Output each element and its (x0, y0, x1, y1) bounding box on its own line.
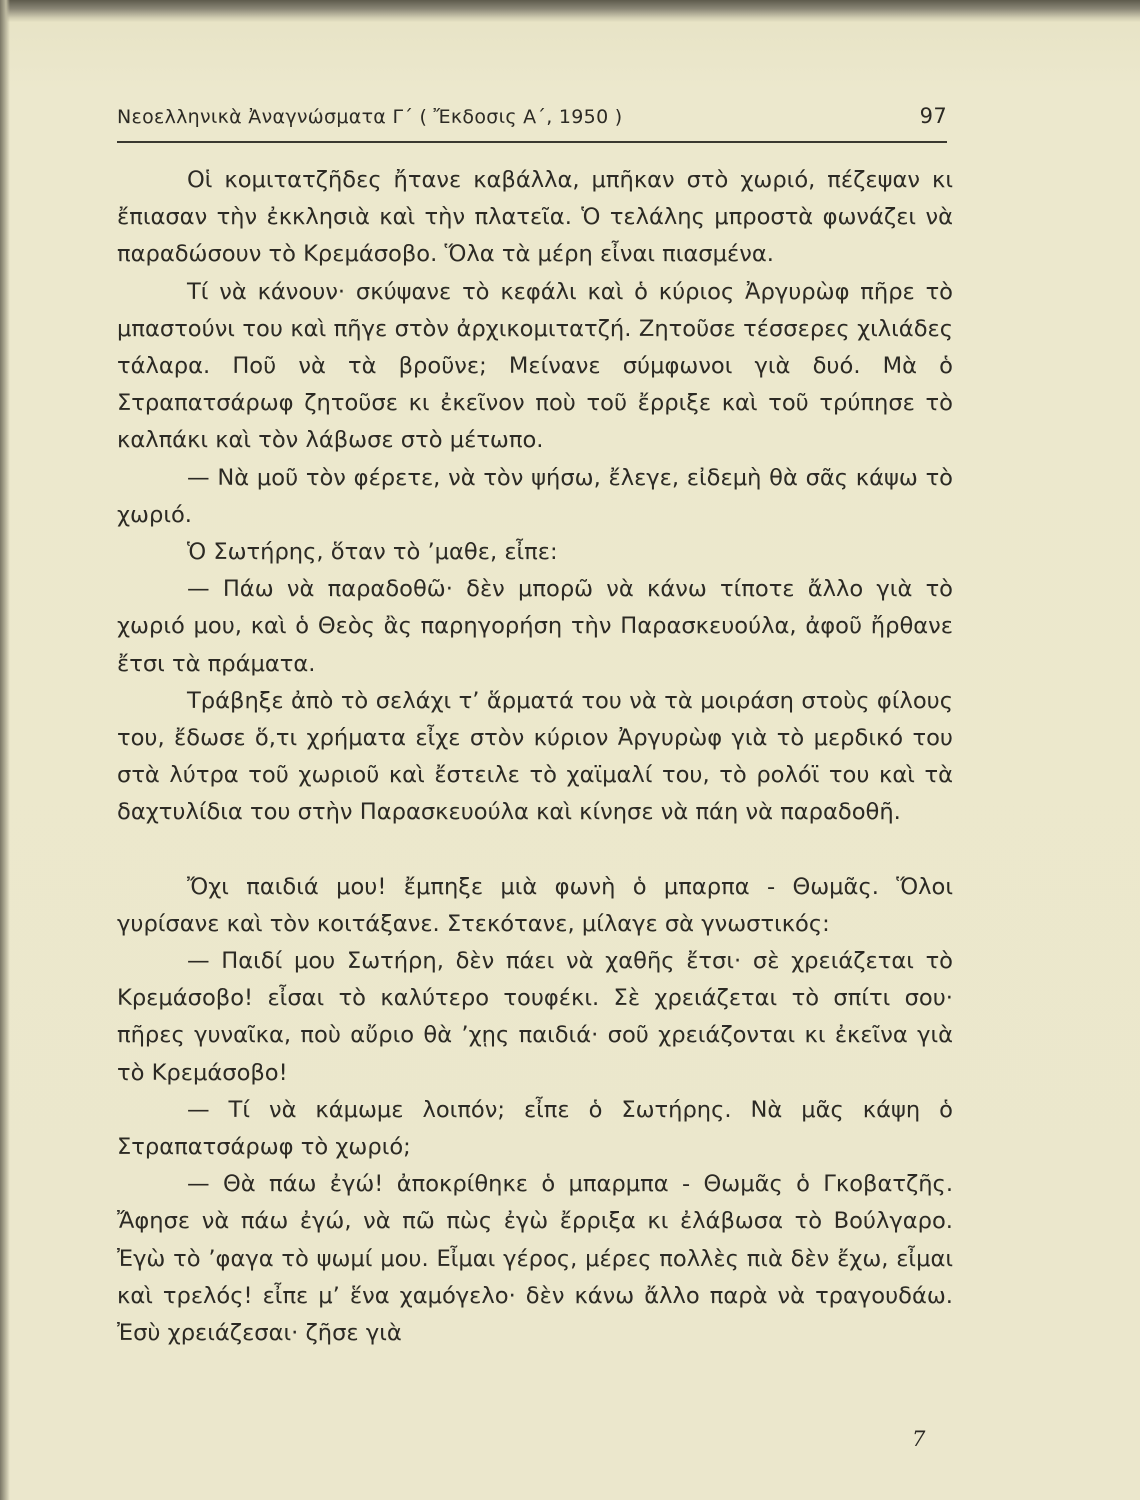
page-number: 97 (919, 104, 947, 128)
paragraph: — Παιδί μου Σωτήρη, δὲν πάει νὰ χαθῆς ἔτσι· σὲ χρειάζεται τὸ Κρεμάσοβο! εἶσαι τὸ καλύτερο τουφέκι. Σὲ χρειάζεται τὸ σπίτι σου· πῆρες γυναῖκα, ποὺ αὔριο θὰ ’χῃς παιδιά· σοῦ χρειάζονται κι ἐκεῖνα γιὰ τὸ Κρεμάσοβο! (117, 948, 953, 1086)
paragraph: — Θὰ πάω ἐγώ! ἀποκρίθηκε ὁ μπαρμπα - Θωμᾶς ὁ Γκοβατζῆς. Ἄφησε νὰ πάω ἐγώ, νὰ πῶ πὼς ἐγὼ ἔρριξα κι ἐλάβωσα τὸ Βούλγαρο. Ἐγὼ τὸ ’φαγα τὸ ψωμί μου. Εἶμαι γέρος, μέρες πολλὲς πιὰ δὲν ἔχω, εἶμαι καὶ τρελός! εἶπε μ’ ἕνα χαμόγελο· δὲν κάνω ἄλλο παρὰ νὰ τραγουδάω. Ἐσὺ χρειάζεσαι· ζῆσε γιὰ (117, 1171, 953, 1347)
paragraph: — Τί νὰ κάμωμε λοιπόν; εἶπε ὁ Σωτήρης. Νὰ μᾶς κάψη ὁ Στραπατσάρωφ τὸ χωριό; (117, 1096, 953, 1161)
header-title: Νεοελληνικὰ Ἀναγνώσματα Γ΄ ( Ἔκδοσις Α΄, 1950 ) (117, 106, 623, 128)
page-left-edge (0, 0, 10, 1500)
paragraph: Οἱ κομιτατζῆδες ἤτανε καβάλλα, μπῆκαν στὸ χωριό, πέζεψαν κι ἔπιασαν τὴν ἐκκλησιὰ καὶ τὴν πλατεῖα. Ὁ τελάλης μπροστὰ φωνάζει νὰ παραδώσουν τὸ Κρεμάσοβο. Ὅλα τὰ μέρη εἶναι πιασμένα. (117, 167, 953, 268)
header-rule (117, 141, 947, 143)
body-text (117, 162, 953, 1352)
paragraph: — Νὰ μοῦ τὸν φέρετε, νὰ τὸν ψήσω, ἔλεγε, εἰδεμὴ θὰ σᾶς κάψω τὸ χωριό. (117, 464, 953, 528)
paragraph: Τί νὰ κάνουν· σκύψανε τὸ κεφάλι καὶ ὁ κύριος Ἀργυρὼφ πῆρε τὸ μπαστούνι του καὶ πῆγε στὸν ἀρχικομιτατζή. Ζητοῦσε τέσσερες χιλιάδες τάλαρα. Ποῦ νὰ τὰ βροῦνε; Μείνανε σύμφωνοι γιὰ δυό. Μὰ ὁ Στραπατσάρωφ ζητοῦσε κι ἐκεῖνον ποὺ τοῦ ἔρριξε καὶ τοῦ τρύπησε τὸ καλπάκι καὶ τὸν λάβωσε στὸ μέτωπο. (117, 278, 953, 454)
running-header (117, 102, 947, 138)
paragraph: Ὄχι παιδιά μου! ἔμπηξε μιὰ φωνὴ ὁ μπαρπα - Θωμᾶς. Ὅλοι γυρίσανε καὶ τὸν κοιτάξανε. Στεκότανε, μίλαγε σὰ γνωστικός: (117, 873, 953, 937)
paragraph: — Πάω νὰ παραδοθῶ· δὲν μπορῶ νὰ κάνω τίποτε ἄλλο γιὰ τὸ χωριό μου, καὶ ὁ Θεὸς ἂς παρηγορήση τὴν Παρασκευούλα, ἀφοῦ ἤρθανε ἔτσι τὰ πράματα. (117, 576, 953, 677)
paragraph: Τράβηξε ἀπὸ τὸ σελάχι τ’ ἅρματά του νὰ τὰ μοιράση στοὺς φίλους του, ἔδωσε ὅ,τι χρήματα εἶχε στὸν κύριον Ἀργυρὼφ γιὰ τὸ μερδικό του στὰ λύτρα τοῦ χωριοῦ καὶ ἔστειλε τὸ χαϊμαλί του, τὸ ρολόϊ του καὶ τὰ δαχτυλίδια του στὴν Παρασκευούλα καὶ κίνησε νὰ πάη νὰ παραδοθῆ. (117, 687, 953, 826)
signature-mark: 7 (912, 1427, 926, 1451)
paragraph: Ὁ Σωτήρης, ὅταν τὸ ’μαθε, εἶπε: (187, 539, 558, 566)
page-top-edge (0, 0, 1140, 22)
